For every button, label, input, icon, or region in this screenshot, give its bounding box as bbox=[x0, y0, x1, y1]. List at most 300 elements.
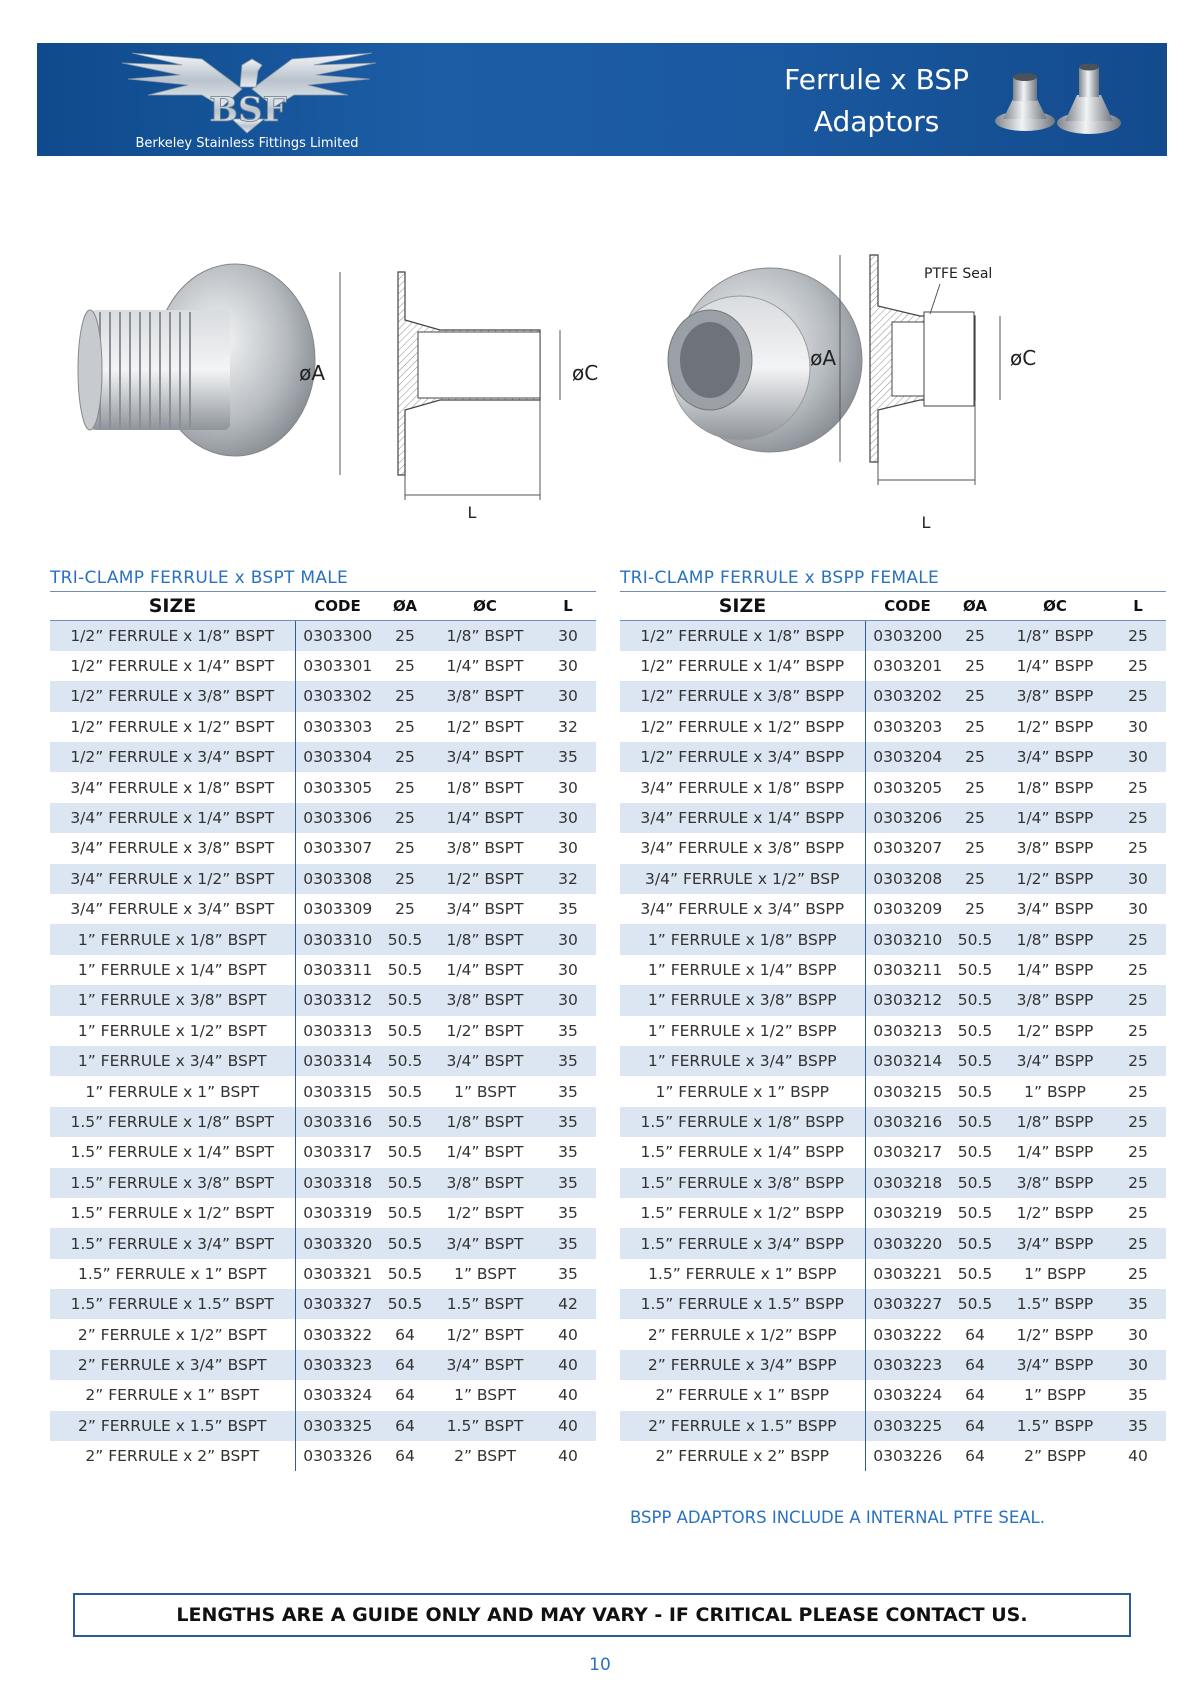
dia-a-cell: 64 bbox=[950, 1319, 1000, 1349]
code-cell: 0303222 bbox=[865, 1319, 950, 1349]
table-row bbox=[620, 985, 1166, 1015]
dia-a-cell: 25 bbox=[950, 712, 1000, 742]
table-row bbox=[620, 1289, 1166, 1319]
length-cell: 25 bbox=[1110, 1228, 1166, 1258]
dia-c-cell: 1/8” BSPT bbox=[430, 1107, 540, 1137]
table-row bbox=[620, 1016, 1166, 1046]
dia-c-cell: 3/8” BSPP bbox=[1000, 681, 1110, 711]
dia-a-cell: 25 bbox=[950, 742, 1000, 772]
length-warning-box: LENGTHS ARE A GUIDE ONLY AND MAY VARY - IF CRITICAL PLEASE CONTACT US. bbox=[73, 1593, 1131, 1637]
code-cell: 0303319 bbox=[295, 1198, 380, 1228]
dia-c-cell: 1.5” BSPP bbox=[1000, 1411, 1110, 1441]
dia-a-cell: 64 bbox=[380, 1350, 430, 1380]
code-cell: 0303303 bbox=[295, 712, 380, 742]
female-seal-label: PTFE Seal bbox=[924, 266, 993, 282]
size-cell: 1.5” FERRULE x 3/8” BSPP bbox=[620, 1168, 865, 1198]
size-cell: 1/2” FERRULE x 3/4” BSPP bbox=[620, 742, 865, 772]
col-size-header: SIZE bbox=[620, 592, 865, 621]
title-line-2: Adaptors bbox=[813, 105, 940, 138]
length-cell: 25 bbox=[1110, 651, 1166, 681]
header-banner bbox=[37, 43, 1167, 156]
code-cell: 0303203 bbox=[865, 712, 950, 742]
size-cell: 1” FERRULE x 1/2” BSPT bbox=[50, 1016, 295, 1046]
code-cell: 0303309 bbox=[295, 894, 380, 924]
dia-a-cell: 50.5 bbox=[380, 1046, 430, 1076]
dia-c-cell: 3/8” BSPP bbox=[1000, 985, 1110, 1015]
col-l-header: L bbox=[540, 592, 596, 621]
size-cell: 1” FERRULE x 1/8” BSPP bbox=[620, 924, 865, 954]
table-row bbox=[50, 1411, 596, 1441]
dia-a-cell: 50.5 bbox=[380, 1168, 430, 1198]
table-row bbox=[50, 1259, 596, 1289]
length-cell: 25 bbox=[1110, 1259, 1166, 1289]
dia-a-cell: 25 bbox=[380, 742, 430, 772]
dia-a-cell: 64 bbox=[950, 1350, 1000, 1380]
table-row bbox=[620, 1168, 1166, 1198]
dia-a-cell: 50.5 bbox=[950, 1107, 1000, 1137]
table-row bbox=[620, 681, 1166, 711]
col-l-header: L bbox=[1110, 592, 1166, 621]
size-cell: 1.5” FERRULE x 3/8” BSPT bbox=[50, 1168, 295, 1198]
code-cell: 0303323 bbox=[295, 1350, 380, 1380]
size-cell: 1/2” FERRULE x 3/8” BSPP bbox=[620, 681, 865, 711]
female-table-heading: TRI-CLAMP FERRULE x BSPP FEMALE bbox=[620, 568, 940, 588]
dia-a-cell: 25 bbox=[380, 651, 430, 681]
size-cell: 1.5” FERRULE x 3/4” BSPT bbox=[50, 1228, 295, 1258]
length-cell: 25 bbox=[1110, 833, 1166, 863]
dia-a-cell: 25 bbox=[380, 803, 430, 833]
size-cell: 1” FERRULE x 1” BSPP bbox=[620, 1076, 865, 1106]
dia-a-cell: 50.5 bbox=[950, 1168, 1000, 1198]
table-row bbox=[620, 772, 1166, 802]
size-cell: 1.5” FERRULE x 1/8” BSPT bbox=[50, 1107, 295, 1137]
table-row bbox=[50, 742, 596, 772]
table-row bbox=[620, 1046, 1166, 1076]
dia-a-cell: 25 bbox=[950, 803, 1000, 833]
length-cell: 30 bbox=[540, 772, 596, 802]
col-c-header: ØC bbox=[1000, 592, 1110, 621]
code-cell: 0303204 bbox=[865, 742, 950, 772]
dia-a-cell: 25 bbox=[950, 833, 1000, 863]
dia-c-cell: 3/4” BSPP bbox=[1000, 1350, 1110, 1380]
dia-c-cell: 1/4” BSPP bbox=[1000, 803, 1110, 833]
table-row bbox=[620, 864, 1166, 894]
length-cell: 35 bbox=[540, 1137, 596, 1167]
size-cell: 1.5” FERRULE x 1/2” BSPT bbox=[50, 1198, 295, 1228]
dia-a-cell: 64 bbox=[380, 1380, 430, 1410]
dia-a-cell: 50.5 bbox=[950, 985, 1000, 1015]
table-row bbox=[50, 1016, 596, 1046]
code-cell: 0303321 bbox=[295, 1259, 380, 1289]
dia-c-cell: 1” BSPT bbox=[430, 1259, 540, 1289]
length-cell: 25 bbox=[1110, 1198, 1166, 1228]
length-cell: 30 bbox=[540, 833, 596, 863]
dia-a-cell: 50.5 bbox=[950, 924, 1000, 954]
dia-c-cell: 1/2” BSPT bbox=[430, 1198, 540, 1228]
dia-a-cell: 50.5 bbox=[380, 1259, 430, 1289]
col-size-header: SIZE bbox=[50, 592, 295, 621]
code-cell: 0303307 bbox=[295, 833, 380, 863]
code-cell: 0303322 bbox=[295, 1319, 380, 1349]
size-cell: 2” FERRULE x 2” BSPT bbox=[50, 1441, 295, 1471]
dia-c-cell: 3/4” BSPP bbox=[1000, 1046, 1110, 1076]
table-row bbox=[620, 1137, 1166, 1167]
title-line-1: Ferrule x BSP bbox=[784, 63, 969, 96]
dia-c-cell: 1/4” BSPT bbox=[430, 651, 540, 681]
company-name: Berkeley Stainless Fittings Limited bbox=[135, 136, 359, 151]
dia-c-cell: 2” BSPP bbox=[1000, 1441, 1110, 1471]
dia-c-cell: 3/8” BSPT bbox=[430, 681, 540, 711]
dia-c-cell: 3/4” BSPT bbox=[430, 1046, 540, 1076]
dia-c-cell: 3/8” BSPT bbox=[430, 1168, 540, 1198]
size-cell: 1” FERRULE x 1/2” BSPP bbox=[620, 1016, 865, 1046]
dia-c-cell: 1/2” BSPT bbox=[430, 1016, 540, 1046]
code-cell: 0303217 bbox=[865, 1137, 950, 1167]
size-cell: 1/2” FERRULE x 3/4” BSPT bbox=[50, 742, 295, 772]
table-row bbox=[620, 742, 1166, 772]
size-cell: 1” FERRULE x 3/8” BSPP bbox=[620, 985, 865, 1015]
code-cell: 0303327 bbox=[295, 1289, 380, 1319]
length-cell: 35 bbox=[540, 1198, 596, 1228]
dia-a-cell: 25 bbox=[950, 681, 1000, 711]
dia-a-cell: 25 bbox=[950, 621, 1000, 651]
dia-a-cell: 64 bbox=[380, 1411, 430, 1441]
male-adaptor-table bbox=[50, 565, 596, 1471]
table-row bbox=[50, 864, 596, 894]
table-row bbox=[50, 1046, 596, 1076]
length-cell: 30 bbox=[1110, 864, 1166, 894]
dia-a-cell: 50.5 bbox=[950, 1259, 1000, 1289]
dia-a-cell: 25 bbox=[950, 864, 1000, 894]
table-row bbox=[620, 1107, 1166, 1137]
size-cell: 2” FERRULE x 1.5” BSPP bbox=[620, 1411, 865, 1441]
product-diagrams bbox=[60, 250, 1160, 540]
dia-c-cell: 1/4” BSPP bbox=[1000, 955, 1110, 985]
table-row bbox=[50, 924, 596, 954]
table-row bbox=[620, 1259, 1166, 1289]
code-cell: 0303326 bbox=[295, 1441, 380, 1471]
code-cell: 0303308 bbox=[295, 864, 380, 894]
code-cell: 0303221 bbox=[865, 1259, 950, 1289]
length-cell: 25 bbox=[1110, 924, 1166, 954]
table-row bbox=[620, 1228, 1166, 1258]
page-title bbox=[784, 59, 969, 143]
size-cell: 3/4” FERRULE x 1/4” BSPP bbox=[620, 803, 865, 833]
size-cell: 3/4” FERRULE x 3/4” BSPT bbox=[50, 894, 295, 924]
length-cell: 25 bbox=[1110, 985, 1166, 1015]
code-cell: 0303304 bbox=[295, 742, 380, 772]
length-cell: 35 bbox=[540, 1259, 596, 1289]
dia-a-cell: 50.5 bbox=[950, 1046, 1000, 1076]
length-cell: 32 bbox=[540, 712, 596, 742]
size-cell: 1/2” FERRULE x 3/8” BSPT bbox=[50, 681, 295, 711]
dia-a-cell: 25 bbox=[380, 681, 430, 711]
male-dim-a: øA bbox=[299, 361, 325, 385]
male-section-drawing bbox=[340, 272, 560, 500]
code-cell: 0303302 bbox=[295, 681, 380, 711]
code-cell: 0303212 bbox=[865, 985, 950, 1015]
size-cell: 1” FERRULE x 3/4” BSPP bbox=[620, 1046, 865, 1076]
table-row bbox=[50, 803, 596, 833]
code-cell: 0303218 bbox=[865, 1168, 950, 1198]
size-cell: 3/4” FERRULE x 1/8” BSPT bbox=[50, 772, 295, 802]
table-row bbox=[50, 1137, 596, 1167]
dia-a-cell: 25 bbox=[380, 864, 430, 894]
code-cell: 0303211 bbox=[865, 955, 950, 985]
code-cell: 0303324 bbox=[295, 1380, 380, 1410]
size-cell: 1.5” FERRULE x 1.5” BSPP bbox=[620, 1289, 865, 1319]
code-cell: 0303224 bbox=[865, 1380, 950, 1410]
table-row bbox=[620, 1380, 1166, 1410]
dia-c-cell: 1/2” BSPT bbox=[430, 864, 540, 894]
code-cell: 0303219 bbox=[865, 1198, 950, 1228]
page-number: 10 bbox=[589, 1655, 611, 1675]
code-cell: 0303310 bbox=[295, 924, 380, 954]
code-cell: 0303205 bbox=[865, 772, 950, 802]
dia-c-cell: 1/8” BSPP bbox=[1000, 621, 1110, 651]
size-cell: 2” FERRULE x 3/4” BSPT bbox=[50, 1350, 295, 1380]
table-row bbox=[50, 1228, 596, 1258]
dia-c-cell: 1/8” BSPP bbox=[1000, 924, 1110, 954]
table-row bbox=[50, 1319, 596, 1349]
length-cell: 32 bbox=[540, 864, 596, 894]
size-cell: 2” FERRULE x 3/4” BSPP bbox=[620, 1350, 865, 1380]
dia-c-cell: 1/4” BSPT bbox=[430, 955, 540, 985]
dia-a-cell: 25 bbox=[380, 894, 430, 924]
size-cell: 2” FERRULE x 1” BSPP bbox=[620, 1380, 865, 1410]
size-cell: 1.5” FERRULE x 1” BSPT bbox=[50, 1259, 295, 1289]
table-row bbox=[620, 1198, 1166, 1228]
size-cell: 3/4” FERRULE x 1/2” BSP bbox=[620, 864, 865, 894]
dia-a-cell: 50.5 bbox=[380, 1107, 430, 1137]
length-cell: 25 bbox=[1110, 681, 1166, 711]
table-row bbox=[50, 772, 596, 802]
dia-c-cell: 3/8” BSPT bbox=[430, 985, 540, 1015]
table-row bbox=[50, 712, 596, 742]
length-cell: 30 bbox=[540, 924, 596, 954]
dia-c-cell: 1/4” BSPT bbox=[430, 803, 540, 833]
length-cell: 30 bbox=[540, 985, 596, 1015]
size-cell: 1” FERRULE x 1” BSPT bbox=[50, 1076, 295, 1106]
dia-c-cell: 1/4” BSPP bbox=[1000, 651, 1110, 681]
table-row bbox=[50, 894, 596, 924]
code-cell: 0303313 bbox=[295, 1016, 380, 1046]
code-cell: 0303306 bbox=[295, 803, 380, 833]
dia-a-cell: 50.5 bbox=[380, 1289, 430, 1319]
dia-a-cell: 50.5 bbox=[380, 924, 430, 954]
code-cell: 0303215 bbox=[865, 1076, 950, 1106]
length-cell: 30 bbox=[540, 621, 596, 651]
dia-a-cell: 50.5 bbox=[950, 1289, 1000, 1319]
dia-c-cell: 1” BSPP bbox=[1000, 1259, 1110, 1289]
dia-c-cell: 1/4” BSPT bbox=[430, 1137, 540, 1167]
dia-a-cell: 25 bbox=[380, 772, 430, 802]
table-row bbox=[50, 1289, 596, 1319]
dia-a-cell: 25 bbox=[380, 712, 430, 742]
dia-a-cell: 50.5 bbox=[380, 1228, 430, 1258]
dia-a-cell: 50.5 bbox=[380, 985, 430, 1015]
code-cell: 0303207 bbox=[865, 833, 950, 863]
dia-c-cell: 1/2” BSPP bbox=[1000, 1319, 1110, 1349]
size-cell: 2” FERRULE x 1/2” BSPT bbox=[50, 1319, 295, 1349]
table-row bbox=[620, 1350, 1166, 1380]
female-dim-l: L bbox=[921, 513, 931, 532]
table-row bbox=[50, 955, 596, 985]
female-section-drawing bbox=[840, 255, 1000, 485]
code-cell: 0303300 bbox=[295, 621, 380, 651]
male-dim-c: øC bbox=[572, 361, 599, 385]
table-row bbox=[620, 924, 1166, 954]
fittings-thumbnail bbox=[993, 59, 1129, 143]
table-row bbox=[50, 1168, 596, 1198]
dia-a-cell: 64 bbox=[380, 1319, 430, 1349]
dia-c-cell: 3/4” BSPT bbox=[430, 1350, 540, 1380]
code-cell: 0303208 bbox=[865, 864, 950, 894]
size-cell: 1/2” FERRULE x 1/2” BSPP bbox=[620, 712, 865, 742]
size-cell: 1.5” FERRULE x 1/2” BSPP bbox=[620, 1198, 865, 1228]
dia-c-cell: 3/4” BSPP bbox=[1000, 742, 1110, 772]
dia-c-cell: 1/2” BSPP bbox=[1000, 1198, 1110, 1228]
dia-c-cell: 1/8” BSPT bbox=[430, 924, 540, 954]
length-cell: 40 bbox=[540, 1350, 596, 1380]
length-cell: 40 bbox=[540, 1441, 596, 1471]
size-cell: 1” FERRULE x 3/8” BSPT bbox=[50, 985, 295, 1015]
table-row bbox=[50, 1350, 596, 1380]
size-cell: 1” FERRULE x 1/8” BSPT bbox=[50, 924, 295, 954]
dia-c-cell: 3/8” BSPP bbox=[1000, 833, 1110, 863]
size-cell: 1” FERRULE x 3/4” BSPT bbox=[50, 1046, 295, 1076]
dia-c-cell: 3/4” BSPP bbox=[1000, 1228, 1110, 1258]
code-cell: 0303214 bbox=[865, 1046, 950, 1076]
table-row bbox=[620, 651, 1166, 681]
code-cell: 0303320 bbox=[295, 1228, 380, 1258]
length-cell: 35 bbox=[540, 1228, 596, 1258]
size-cell: 3/4” FERRULE x 1/8” BSPP bbox=[620, 772, 865, 802]
col-a-header: ØA bbox=[380, 592, 430, 621]
female-dim-c: øC bbox=[1010, 346, 1037, 370]
size-cell: 3/4” FERRULE x 1/2” BSPT bbox=[50, 864, 295, 894]
dia-a-cell: 50.5 bbox=[380, 955, 430, 985]
code-cell: 0303315 bbox=[295, 1076, 380, 1106]
length-cell: 30 bbox=[540, 651, 596, 681]
length-cell: 25 bbox=[1110, 803, 1166, 833]
code-cell: 0303200 bbox=[865, 621, 950, 651]
dia-a-cell: 50.5 bbox=[380, 1016, 430, 1046]
length-cell: 30 bbox=[540, 681, 596, 711]
code-cell: 0303305 bbox=[295, 772, 380, 802]
code-cell: 0303216 bbox=[865, 1107, 950, 1137]
male-dim-l: L bbox=[467, 503, 477, 522]
length-cell: 30 bbox=[1110, 1319, 1166, 1349]
size-cell: 1/2” FERRULE x 1/8” BSPT bbox=[50, 621, 295, 651]
table-row bbox=[620, 1076, 1166, 1106]
size-cell: 3/4” FERRULE x 3/4” BSPP bbox=[620, 894, 865, 924]
size-cell: 1.5” FERRULE x 3/4” BSPP bbox=[620, 1228, 865, 1258]
dia-a-cell: 64 bbox=[950, 1380, 1000, 1410]
length-cell: 40 bbox=[540, 1380, 596, 1410]
size-cell: 1/2” FERRULE x 1/4” BSPP bbox=[620, 651, 865, 681]
dia-c-cell: 1” BSPT bbox=[430, 1380, 540, 1410]
table-row bbox=[620, 894, 1166, 924]
table-row bbox=[620, 1441, 1166, 1471]
dia-a-cell: 50.5 bbox=[380, 1137, 430, 1167]
size-cell: 3/4” FERRULE x 3/8” BSPT bbox=[50, 833, 295, 863]
code-cell: 0303223 bbox=[865, 1350, 950, 1380]
length-cell: 40 bbox=[1110, 1441, 1166, 1471]
dia-c-cell: 1.5” BSPT bbox=[430, 1289, 540, 1319]
dia-a-cell: 50.5 bbox=[950, 1076, 1000, 1106]
dia-a-cell: 50.5 bbox=[950, 1228, 1000, 1258]
table-row bbox=[620, 712, 1166, 742]
code-cell: 0303202 bbox=[865, 681, 950, 711]
length-cell: 30 bbox=[1110, 712, 1166, 742]
size-cell: 2” FERRULE x 1.5” BSPT bbox=[50, 1411, 295, 1441]
length-cell: 35 bbox=[540, 894, 596, 924]
length-cell: 35 bbox=[540, 1107, 596, 1137]
table-header-row bbox=[620, 592, 1166, 621]
code-cell: 0303325 bbox=[295, 1411, 380, 1441]
dia-c-cell: 3/8” BSPT bbox=[430, 833, 540, 863]
length-cell: 25 bbox=[1110, 955, 1166, 985]
company-logo bbox=[92, 49, 402, 153]
length-cell: 25 bbox=[1110, 1076, 1166, 1106]
table-row bbox=[50, 651, 596, 681]
size-cell: 1/2” FERRULE x 1/2” BSPT bbox=[50, 712, 295, 742]
female-table-body bbox=[620, 621, 1166, 1472]
code-cell: 0303226 bbox=[865, 1441, 950, 1471]
table-row bbox=[50, 621, 596, 651]
dia-a-cell: 64 bbox=[380, 1441, 430, 1471]
length-cell: 25 bbox=[1110, 772, 1166, 802]
length-cell: 25 bbox=[1110, 621, 1166, 651]
table-header-row bbox=[50, 592, 596, 621]
code-cell: 0303206 bbox=[865, 803, 950, 833]
dia-a-cell: 25 bbox=[380, 833, 430, 863]
code-cell: 0303301 bbox=[295, 651, 380, 681]
size-cell: 1.5” FERRULE x 1/4” BSPP bbox=[620, 1137, 865, 1167]
table-row bbox=[50, 833, 596, 863]
code-cell: 0303227 bbox=[865, 1289, 950, 1319]
length-cell: 35 bbox=[540, 1168, 596, 1198]
code-cell: 0303314 bbox=[295, 1046, 380, 1076]
dia-a-cell: 50.5 bbox=[950, 1016, 1000, 1046]
dia-c-cell: 1” BSPP bbox=[1000, 1380, 1110, 1410]
table-row bbox=[50, 1441, 596, 1471]
length-cell: 35 bbox=[540, 1076, 596, 1106]
table-row bbox=[50, 1380, 596, 1410]
dia-a-cell: 64 bbox=[950, 1441, 1000, 1471]
dia-c-cell: 1/2” BSPP bbox=[1000, 864, 1110, 894]
size-cell: 1/2” FERRULE x 1/4” BSPT bbox=[50, 651, 295, 681]
size-cell: 1.5” FERRULE x 1.5” BSPT bbox=[50, 1289, 295, 1319]
dia-a-cell: 50.5 bbox=[950, 1198, 1000, 1228]
male-table-heading: TRI-CLAMP FERRULE x BSPT MALE bbox=[50, 568, 349, 588]
length-cell: 30 bbox=[1110, 1350, 1166, 1380]
size-cell: 2” FERRULE x 2” BSPP bbox=[620, 1441, 865, 1471]
dia-c-cell: 1/8” BSPP bbox=[1000, 1107, 1110, 1137]
dia-c-cell: 1/2” BSPT bbox=[430, 712, 540, 742]
code-cell: 0303316 bbox=[295, 1107, 380, 1137]
dia-c-cell: 1/2” BSPP bbox=[1000, 1016, 1110, 1046]
code-cell: 0303220 bbox=[865, 1228, 950, 1258]
size-cell: 1” FERRULE x 1/4” BSPP bbox=[620, 955, 865, 985]
logo-letters: BSF bbox=[209, 90, 287, 130]
length-cell: 40 bbox=[540, 1319, 596, 1349]
dia-c-cell: 3/4” BSPT bbox=[430, 742, 540, 772]
table-row bbox=[620, 621, 1166, 651]
dia-a-cell: 64 bbox=[950, 1411, 1000, 1441]
size-cell: 2” FERRULE x 1” BSPT bbox=[50, 1380, 295, 1410]
